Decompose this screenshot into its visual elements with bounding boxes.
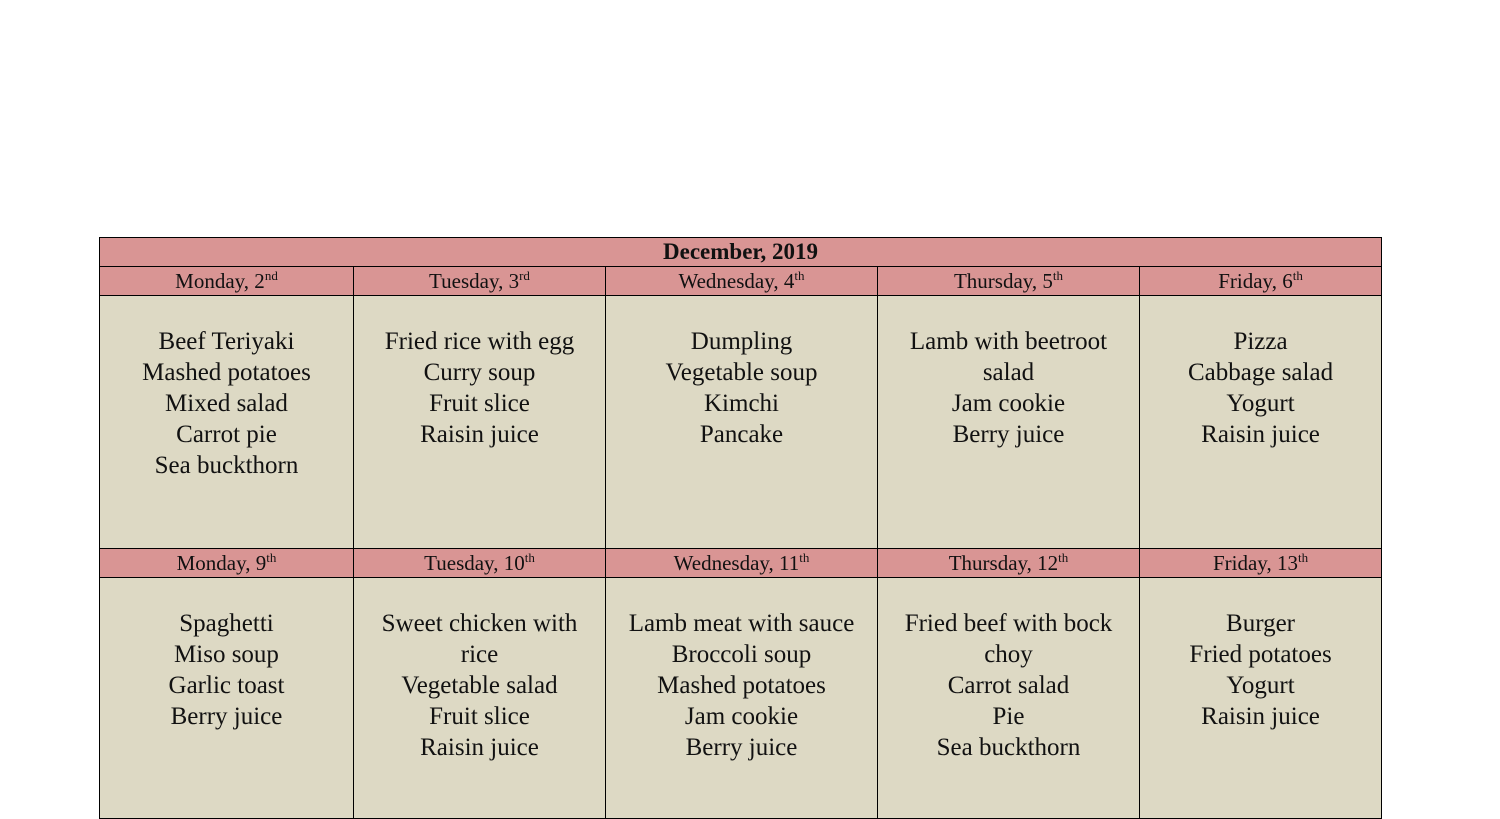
menu-item: Yogurt	[1226, 672, 1295, 699]
day-label: Wednesday, 11	[673, 551, 800, 575]
day-label: Friday, 6	[1218, 269, 1293, 293]
menu-list	[606, 578, 877, 763]
menu-item: Berry juice	[685, 734, 798, 761]
menu-item: Pizza	[1233, 328, 1288, 355]
menu-item: Mixed salad	[165, 390, 288, 417]
day-suffix: th	[1292, 268, 1303, 283]
menu-cell	[878, 296, 1140, 549]
day-header	[354, 549, 606, 578]
day-header	[1140, 267, 1382, 296]
day-label: Thursday, 12	[948, 551, 1059, 575]
day-suffix: nd	[264, 268, 278, 283]
menu-item: Carrot salad	[947, 672, 1070, 699]
menu-item: Fruit slice	[429, 703, 530, 730]
menu-item: Raisin juice	[1201, 421, 1320, 448]
menu-item: Yogurt	[1226, 390, 1295, 417]
day-suffix: th	[1297, 550, 1309, 565]
menu-list	[878, 296, 1139, 450]
week-2-menu-row	[100, 578, 1382, 819]
week-2-day-row	[100, 549, 1382, 578]
menu-item: Mashed potatoes	[657, 672, 826, 699]
menu-item: Jam cookie	[951, 390, 1066, 417]
day-suffix: th	[1058, 550, 1069, 565]
menu-list	[878, 578, 1139, 763]
day-header	[354, 267, 606, 296]
menu-item: Pie	[992, 703, 1025, 730]
menu-cell	[878, 578, 1140, 819]
day-header	[100, 267, 354, 296]
menu-list	[100, 578, 353, 732]
menu-item: Lamb meat with sauce	[628, 610, 855, 637]
menu-item: Fried beef with bock choy	[904, 610, 1113, 668]
menu-item: Raisin juice	[420, 421, 539, 448]
menu-item: Sea buckthorn	[154, 452, 299, 479]
menu-item: Spaghetti	[179, 610, 274, 637]
menu-item: Curry soup	[423, 359, 536, 386]
day-suffix: th	[524, 550, 535, 565]
menu-item: Broccoli soup	[671, 641, 812, 668]
menu-item: Carrot pie	[176, 421, 277, 448]
menu-item: Vegetable soup	[665, 359, 818, 386]
menu-item: Burger	[1226, 610, 1296, 637]
menu-item: Sweet chicken with rice	[381, 610, 578, 668]
menu-item: Kimchi	[704, 390, 779, 417]
week-1-menu-row	[100, 296, 1382, 549]
menu-list	[1140, 296, 1381, 450]
day-suffix: th	[799, 550, 810, 565]
menu-item: Cabbage salad	[1187, 359, 1334, 386]
day-header	[1140, 549, 1382, 578]
menu-list	[606, 296, 877, 450]
day-label: Thursday, 5	[953, 269, 1053, 293]
menu-item: Raisin juice	[1201, 703, 1320, 730]
menu-item: Pancake	[699, 421, 784, 448]
day-suffix: th	[1052, 268, 1064, 283]
menu-list	[354, 578, 605, 763]
menu-cell	[1140, 578, 1382, 819]
day-label: Tuesday, 3	[429, 269, 520, 293]
day-label: Monday, 2	[175, 269, 265, 293]
menu-list	[354, 296, 605, 450]
menu-item: Vegetable salad	[401, 672, 558, 699]
menu-item: Berry juice	[952, 421, 1065, 448]
day-suffix: rd	[519, 268, 530, 283]
menu-item: Berry juice	[170, 703, 283, 730]
day-label: Wednesday, 4	[678, 269, 795, 293]
title-row	[100, 238, 1382, 267]
menu-cell	[100, 296, 354, 549]
menu-list	[100, 296, 353, 481]
menu-cell	[606, 296, 878, 549]
menu-item: Raisin juice	[420, 734, 539, 761]
menu-item: Fried potatoes	[1189, 641, 1332, 668]
lunch-menu-table	[99, 237, 1382, 819]
day-header	[878, 549, 1140, 578]
day-suffix: th	[266, 550, 277, 565]
month-title: December, 2019	[100, 238, 1382, 267]
day-label: Monday, 9	[176, 551, 267, 575]
menu-item: Jam cookie	[684, 703, 799, 730]
menu-cell	[354, 296, 606, 549]
menu-cell	[606, 578, 878, 819]
menu-item: Fried rice with egg	[384, 328, 575, 355]
menu-list	[1140, 578, 1381, 732]
day-suffix: th	[794, 268, 805, 283]
menu-item: Fruit slice	[429, 390, 530, 417]
day-header	[100, 549, 354, 578]
day-header	[878, 267, 1140, 296]
menu-item: Miso soup	[174, 641, 279, 668]
menu-item: Lamb with beetroot salad	[909, 328, 1108, 386]
menu-cell	[1140, 296, 1382, 549]
day-header	[606, 267, 878, 296]
day-header	[606, 549, 878, 578]
menu-item: Sea buckthorn	[936, 734, 1081, 761]
menu-cell	[354, 578, 606, 819]
day-label: Tuesday, 10	[424, 551, 525, 575]
menu-item: Dumpling	[690, 328, 793, 355]
day-label: Friday, 13	[1212, 551, 1298, 575]
menu-item: Garlic toast	[168, 672, 285, 699]
menu-cell	[100, 578, 354, 819]
menu-item: Mashed potatoes	[142, 359, 311, 386]
week-1-day-row	[100, 267, 1382, 296]
menu-item: Beef Teriyaki	[158, 328, 295, 355]
